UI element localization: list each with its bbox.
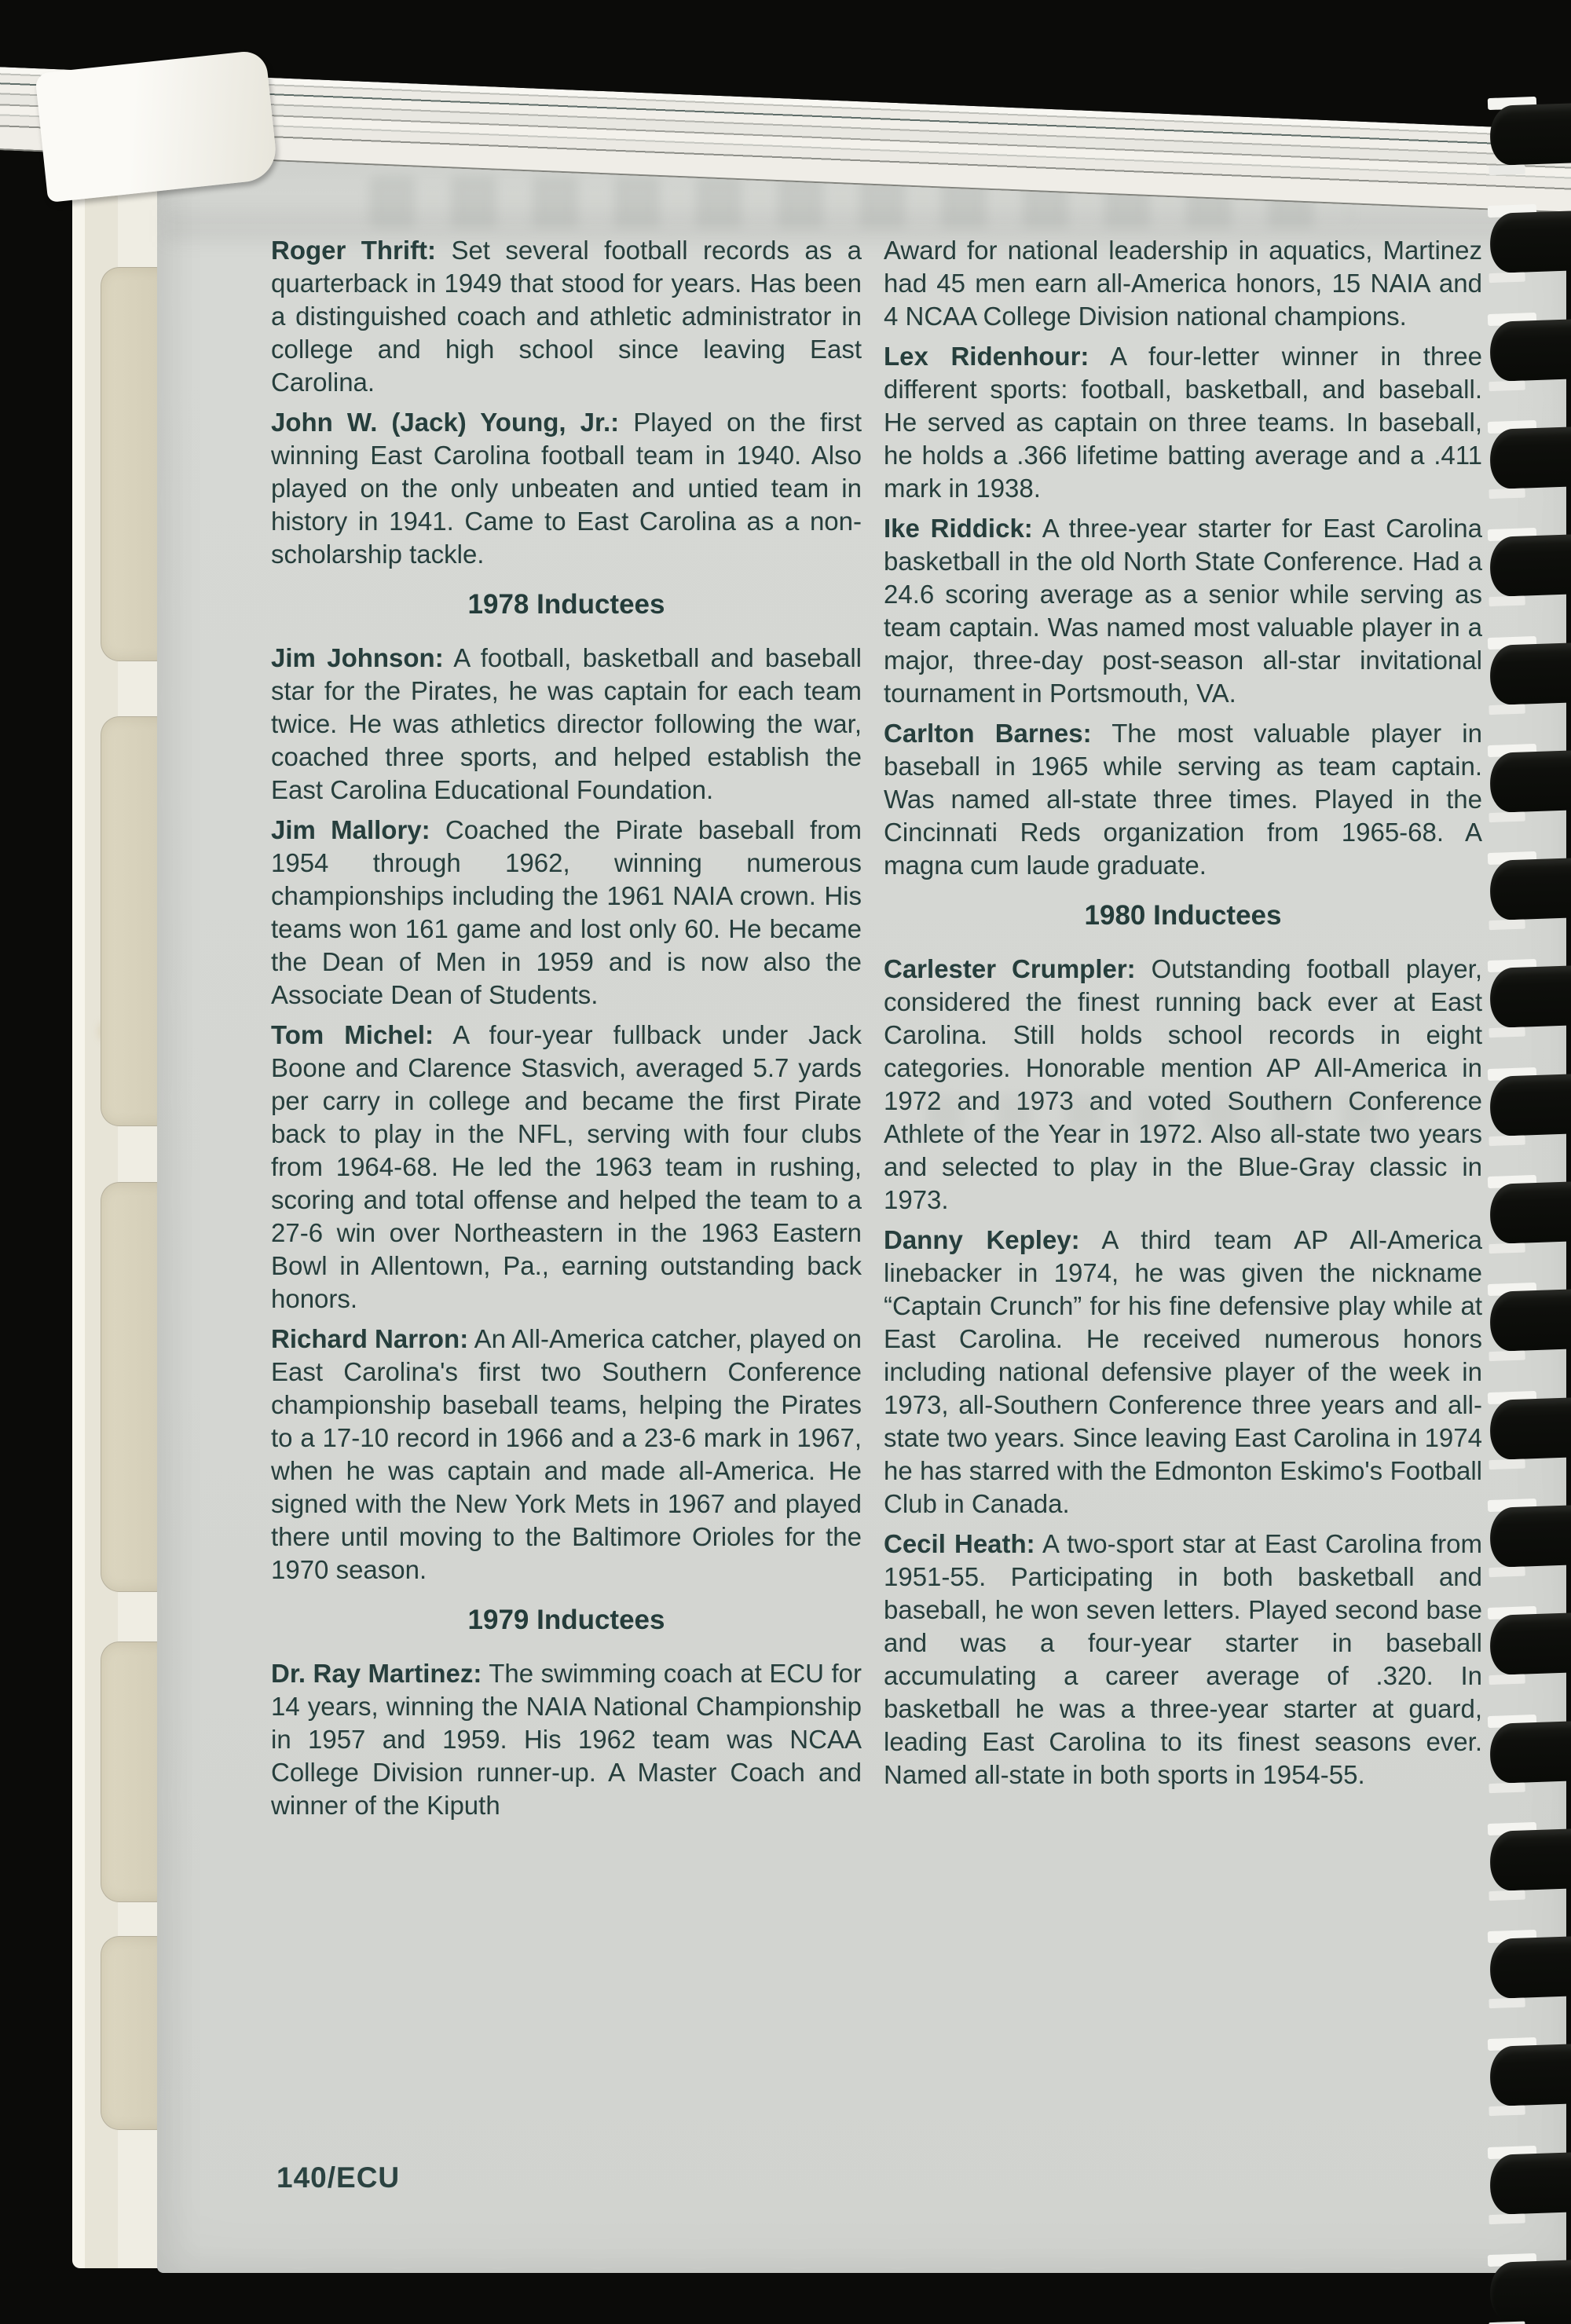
binding-tooth [1489,1720,1571,1783]
binding-tooth [1489,426,1571,489]
inductee-bio: Played on the first winning East Carolina football team in 1940. Also played on the only unbeaten and untied team in history in 1941. Came to East Carolina as a non-scholarship tackle. [271,408,862,569]
inductee-entry [884,953,1482,1217]
inductee-name: Carlton Barnes: [884,719,1092,748]
inductee-entry [271,234,862,399]
binding-tooth [1489,210,1571,273]
inductee-entry [884,512,1482,710]
inductee-bio: Outstanding football player, considered the finest running back ever at East Carolina. Still holds school records in eight categories. Honorable mention AP All-America in 1972 and 1973 and voted Southern Conference Athlete of the Year in 1972. Also all-state two years and selected to play in the Blue-Gray classic in 1973. [884,954,1482,1214]
inductee-entry [271,406,862,571]
inductee-name: Tom Michel: [271,1020,434,1049]
inductee-bio: A four-year fullback under Jack Boone and Clarence Stasvich, averaged 5.7 yards per carry in college and became the first Pirate back to play in the NFL, serving with four clubs from 1964-68. He led the 1963 team in rushing, scoring and total offense and helped the team to a 27-6 win over Northeastern in the 1963 Eastern Bowl in Allentown, Pa., earning outstanding back honors. [271,1020,862,1313]
binding-tooth [1489,1828,1571,1891]
inductee-name: Carlester Crumpler: [884,954,1136,983]
inductee-bio: Coached the Pirate baseball from 1954 through 1962, winning numerous championships including the 1961 NAIA crown. His teams won 161 game and lost only 60. He became the Dean of Men in 1959 and is now also the Associate Dean of Students. [271,815,862,1009]
inductee-entry [271,1323,862,1587]
binding-tooth [1489,1505,1571,1568]
binding-tooth [1489,1397,1571,1460]
inductee-bio: A third team AP All-America linebacker in 1974, he was given the nickname “Captain Crunch” for his fine defensive play while at East Carolina. He received numerous honors including national defensive player of the week in 1973, all-Southern Conference three years and all-state two years. Since leaving East Carolina in 1974 he has starred with the Edmonton Eskimo's Football Club in Canada. [884,1225,1482,1518]
inductee-bio: An All-America catcher, played on East Carolina's first two Southern Conference championship baseball teams, helping the Pirates to a 17-10 record in 1966 and a 23-6 mark in 1967, when he was captain and made all-America. He signed with the New York Mets in 1967 and played there until moving to the Baltimore Orioles for the 1970 season. [271,1324,862,1584]
inductee-entry [884,1528,1482,1791]
inductee-name: Jim Mallory: [271,815,430,844]
inductee-entry [271,642,862,807]
binding-tooth [1489,642,1571,705]
binding-tooth [1489,2152,1571,2215]
inductee-bio: Award for national leadership in aquatics, Martinez had 45 men earn all-America honors, 15 NAIA and 4 NCAA College Division national champions. [884,236,1482,331]
inductee-entry [884,340,1482,505]
binding-tooth [1489,750,1571,813]
inductee-name: Danny Kepley: [884,1225,1080,1254]
binding-tooth [1489,1289,1571,1352]
binding-tooth [1489,2260,1571,2322]
inductee-entry [271,1657,862,1822]
inductee-name: John W. (Jack) Young, Jr.: [271,408,620,437]
inductees-year-heading: 1978 Inductees [467,589,665,620]
binding-tooth [1489,319,1571,382]
binding-tooth [1489,858,1571,920]
inductee-bio: A two-sport star at East Carolina from 1951-55. Participating in both basketball and baseball, he won seven letters. Played second base and was a four-year starter in baseball accumulating a career average of .320. In basketball he was a three-year starter at guard, leading East Carolina to its finest seasons ever. Named all-state in both sports in 1954-55. [884,1529,1483,1789]
inductee-bio: The swimming coach at ECU for 14 years, winning the NAIA National Championship in 1957 and 1959. His 1962 team was NCAA College Division runner-up. A Master Coach and winner of the Kiputh [271,1659,862,1820]
text-column-right [884,234,1482,1799]
inductee-name: Richard Narron: [271,1324,469,1353]
inductee-name: Cecil Heath: [884,1529,1035,1558]
text-column-left [271,234,862,1829]
binding-tooth [1489,965,1571,1028]
inductee-entry [271,814,862,1012]
continuation-paragraph [884,234,1482,333]
inductees-year-heading: 1979 Inductees [467,1605,665,1635]
binding-tooth [1489,1181,1571,1244]
inductee-bio: The most valuable player in baseball in 1965 while serving as team captain. Was named all-state three times. Played in the Cincinnati Reds organization from 1965-68. A magna cum laude graduate. [884,719,1482,880]
binding-tooth [1489,1074,1571,1136]
binding-tooth [1489,1936,1571,1999]
inductee-bio: Set several football records as a quarterback in 1949 that stood for years. Has been a distinguished coach and athletic administrator in college and high school since leaving East Carolina. [271,236,862,397]
page-number: 140/ECU [276,2161,401,2194]
inductee-entry [884,1224,1482,1521]
inductee-name: Lex Ridenhour: [884,342,1089,371]
inductee-name: Ike Riddick: [884,514,1033,543]
binding-tooth [1489,1612,1571,1675]
inductee-bio: A three-year starter for East Carolina basketball in the old North State Conference. Had a 24.6 scoring average as a senior while serving as team captain. Was named most valuable player in a major, three-day post-season all-star invitational tournament in Portsmouth, VA. [884,514,1482,708]
dog-eared-corner [35,49,279,203]
binding-tooth [1489,2044,1571,2106]
inductee-name: Jim Johnson: [271,643,444,672]
inductee-bio: A football, basketball and baseball star for the Pirates, he was captain for each team twice. He was athletics director following the war, coached three sports, and helped establish the East Carolina Educational Foundation. [271,643,862,804]
inductee-entry [884,717,1482,882]
inductee-entry [271,1019,862,1316]
inductee-bio: A four-letter winner in three different sports: football, basketball, and baseball. He served as captain on three teams. In baseball, he holds a .366 lifetime batting average and a .411 mark in 1938. [884,342,1482,503]
inductee-name: Roger Thrift: [271,236,437,265]
inductees-year-heading: 1980 Inductees [1084,900,1282,931]
binding-tooth [1489,534,1571,597]
inductee-name: Dr. Ray Martinez: [271,1659,482,1688]
binding-tooth [1489,103,1571,166]
